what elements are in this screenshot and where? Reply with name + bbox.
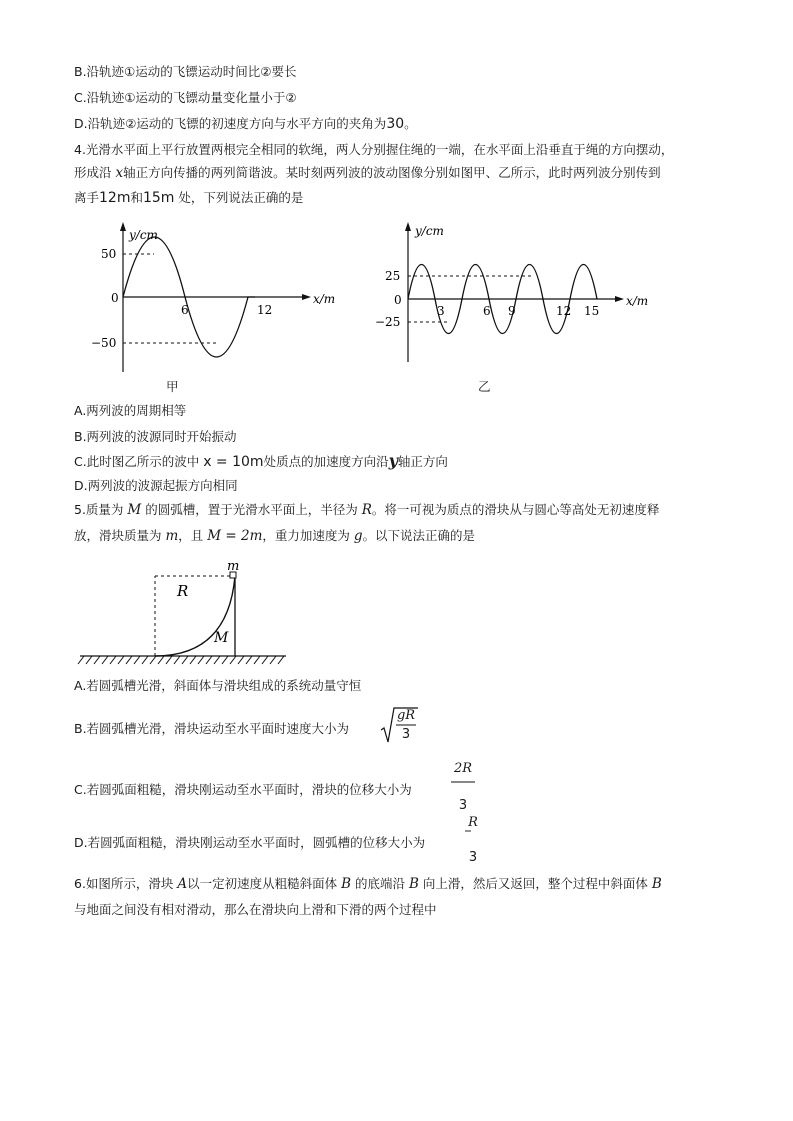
q5-option-c: C.若圆弧面粗糙，滑块刚运动至水平面时，滑块的位移大小为 <box>74 782 412 797</box>
jia-x-label: x/m <box>313 292 336 306</box>
jia-y-label: y/cm <box>129 228 158 242</box>
yi-xtick-12: 12 <box>556 304 572 318</box>
q3-option-b: B.沿轨迹①运动的飞镖运动时间比②要长 <box>74 64 297 79</box>
q5-var-m: m <box>165 528 179 544</box>
yi-caption: 乙 <box>478 379 491 394</box>
yi-y-arrow <box>405 222 411 231</box>
q3-option-c: C.沿轨迹①运动的飞镖动量变化量小于② <box>74 90 297 105</box>
q3-angle-value: 30 <box>386 116 405 132</box>
sqrt-denominator: 3 <box>401 727 411 742</box>
q5-option-b: B.若圆弧槽光滑，滑块运动至水平面时速度大小为 <box>74 721 350 736</box>
yi-xtick-6: 6 <box>483 304 491 318</box>
yi-ytick-25: 25 <box>385 269 401 283</box>
yi-ytick-neg25: −25 <box>375 315 401 329</box>
q4-option-b: B.两列波的波源同时开始振动 <box>74 429 237 444</box>
fraction-2R-bar <box>451 781 475 783</box>
q5-stem-line2: 放，滑块质量为 m，且 M = 2m，重力加速度为 g。以下说法正确的是 <box>74 528 476 544</box>
q4-stem-line3: 离手12m和15m 处，下列说法正确的是 <box>74 190 304 206</box>
yi-x-arrow <box>615 296 624 302</box>
q3-option-d <box>74 115 417 133</box>
q6-var-A: A <box>177 876 188 892</box>
yi-ytick-0: 0 <box>394 293 402 307</box>
yi-xtick-9: 9 <box>508 304 516 318</box>
arc-groove-figure <box>78 560 288 670</box>
q4-var-y: y <box>388 451 398 470</box>
q5-option-d: D.若圆弧面粗糙，滑块刚运动至水平面时，圆弧槽的位移大小为 <box>74 835 426 850</box>
q5-var-R: R <box>361 502 372 518</box>
jia-ytick-50: 50 <box>101 247 117 261</box>
q4-option-c: C.此时图乙所示的波中 x = 10m处质点的加速度方向沿y轴正方向 <box>74 451 448 470</box>
ground-hatching <box>78 656 284 664</box>
jia-caption: 甲 <box>166 379 179 394</box>
sqrt-numerator: gR <box>396 708 416 723</box>
q5-mass-eq: M = 2m <box>207 528 263 544</box>
jia-y-arrow <box>120 222 126 231</box>
label-M: M <box>214 630 229 646</box>
q4-distance-12: 12m <box>99 190 131 206</box>
q6-stem-line2: 与地面之间没有相对滑动，那么在滑块向上滑和下滑的两个过程中 <box>74 902 437 917</box>
q3-option-d-end: 。 <box>404 116 417 131</box>
jia-x-arrow <box>302 294 311 300</box>
q5-var-g: g <box>353 528 363 544</box>
fraction-2R-denominator: 3 <box>458 798 468 813</box>
q3-option-d-text: D.沿轨迹②运动的飞镖的初速度方向与水平方向的夹角为 <box>74 116 387 131</box>
fraction-2R-numerator: 2R <box>453 761 473 776</box>
yi-y-label: y/cm <box>415 224 444 238</box>
label-R: R <box>177 582 189 600</box>
q6-stem-line1: 6.如图所示，滑块 A以一定初速度从粗糙斜面体 B 的底端沿 B 向上滑，然后又返回，整个过程中斜面体 B <box>74 876 662 892</box>
q4-option-d: D.两列波的波源起振方向相同 <box>74 478 238 493</box>
q6-var-B2: B <box>409 876 419 892</box>
yi-xtick-15: 15 <box>584 304 600 318</box>
q6-var-B: B <box>341 876 352 892</box>
label-m: m <box>227 559 240 574</box>
fraction-R-bar <box>465 830 473 832</box>
q4-position-eq: x = 10m <box>203 454 264 470</box>
q4-stem-line1: 4.光滑水平面上平行放置两根完全相同的软绳，两人分别握住绳的一端，在水平面上沿垂直于绳的方向摆动， <box>74 142 674 157</box>
fraction-R-denominator: 3 <box>468 850 478 865</box>
q6-var-B3: B <box>651 876 662 892</box>
q5-option-a: A.若圆弧槽光滑，斜面体与滑块组成的系统动量守恒 <box>74 678 362 693</box>
q5-var-M: M <box>127 502 142 518</box>
q4-distance-15: 15m <box>142 190 175 206</box>
q4-option-a: A.两列波的周期相等 <box>74 403 187 418</box>
wave-graph-yi <box>358 222 658 372</box>
yi-x-label: x/m <box>626 294 649 308</box>
wave-graph-jia <box>91 222 345 382</box>
yi-xtick-3: 3 <box>437 304 445 318</box>
jia-xtick-6: 6 <box>181 303 189 317</box>
q5-stem-line1: 5.质量为 M 的圆弧槽，置于光滑水平面上，半径为 R。将一可视为质点的滑块从与圆心等高处无初速度释 <box>74 502 660 518</box>
jia-ytick-neg50: −50 <box>91 336 117 350</box>
q4-var-x: x <box>115 165 124 181</box>
jia-ytick-0: 0 <box>111 291 119 305</box>
fraction-R-numerator: R <box>468 815 478 830</box>
jia-xtick-12: 12 <box>257 303 273 317</box>
q4-stem-line2: 形成沿 x轴正方向传播的两列简谐波。某时刻两列波的波动图像分别如图甲、乙所示，此时两列波分别传到 <box>74 165 661 181</box>
